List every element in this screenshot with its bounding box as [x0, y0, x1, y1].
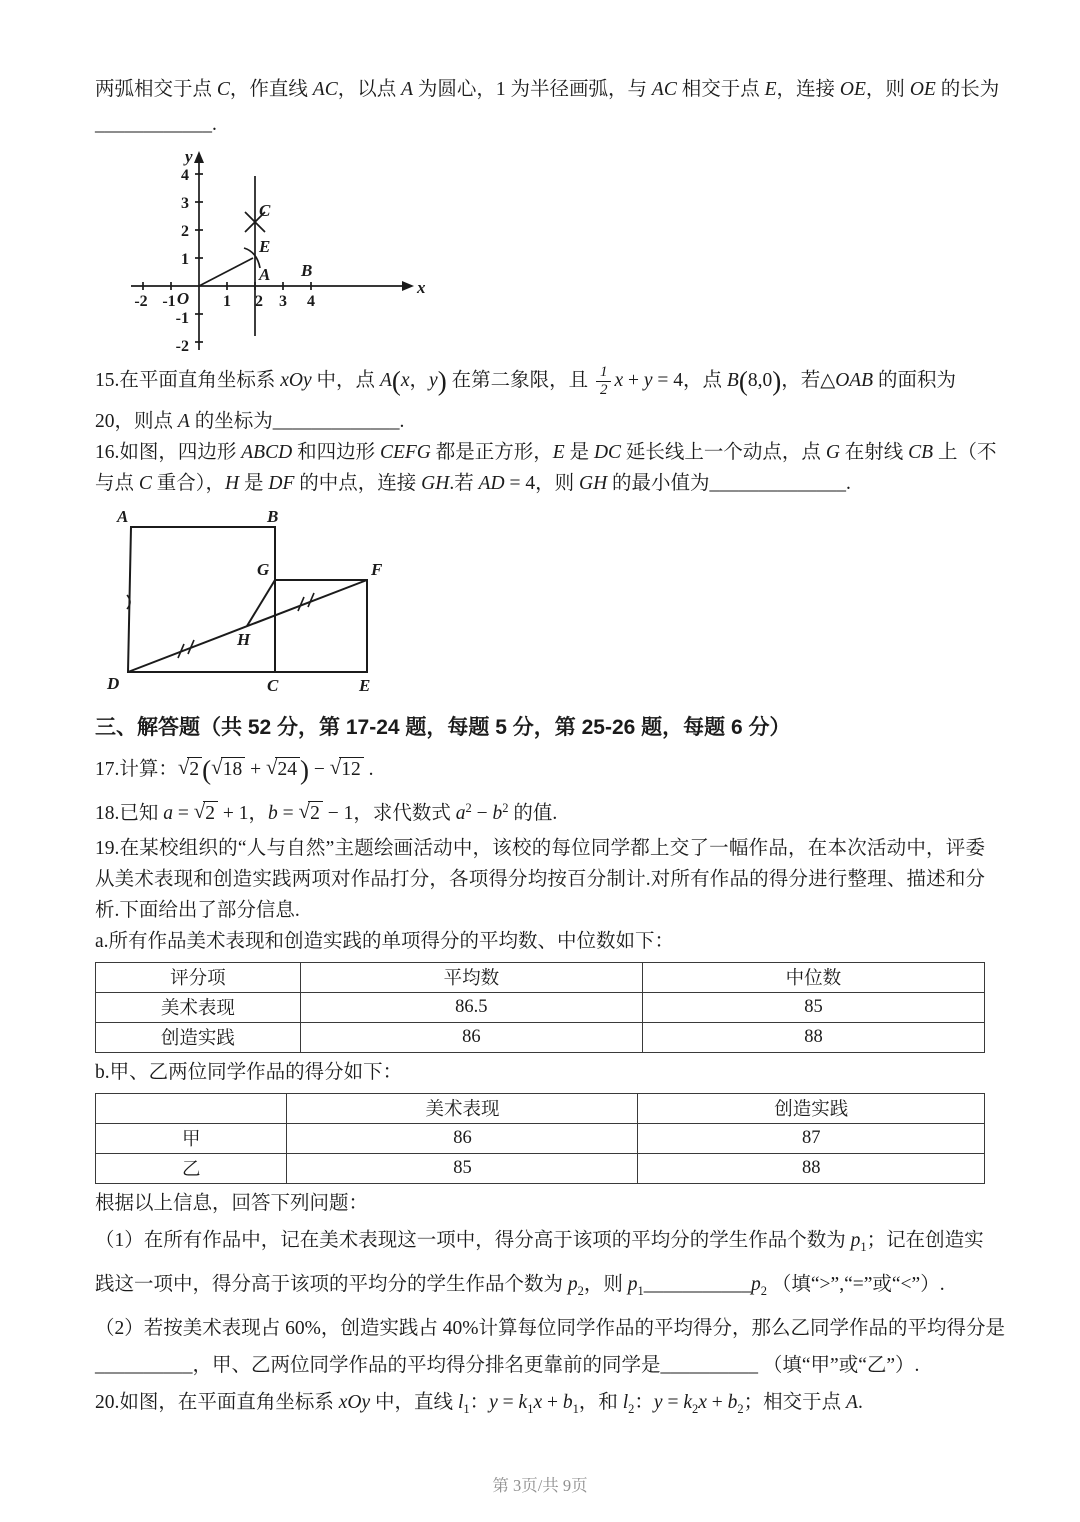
point-c-label: C — [259, 201, 271, 220]
table-header-cell: 平均数 — [300, 962, 642, 992]
svg-text:-1: -1 — [175, 310, 189, 327]
table-cell: 86 — [287, 1123, 638, 1153]
table-cell: 87 — [638, 1123, 985, 1153]
svg-text:3: 3 — [279, 293, 287, 310]
question-20: 20.如图，在平面直角坐标系 xOy 中，直线 $l_1$：$y = k_1x + b_1$，和 $l_2$：$y = k_2x + b_2$；相交于点 A. — [95, 1391, 863, 1416]
svg-text:2: 2 — [181, 223, 189, 240]
svg-text:1: 1 — [223, 293, 231, 310]
question-19-sub-1-line2: 践这一项中，得分高于该项的平均分的学生作品个数为 $p_2$，则 $p_1\_\_\_\_\_\_\_\_\_\_\_p_2$ （填“>”,“=”或“<”）. — [95, 1273, 945, 1298]
question-19-item-b: b.甲、乙两位同学作品的得分如下： — [95, 1061, 403, 1083]
y-axis-label: y — [185, 147, 193, 166]
table-student-scores — [95, 1093, 985, 1184]
square-cefg — [275, 580, 367, 672]
section-3-heading: 三、解答题（共 52 分，第 17-24 题，每题 5 分，第 25-26 题，每题 6 分） — [95, 715, 791, 739]
svg-text:4: 4 — [307, 293, 315, 310]
label-h: H — [237, 629, 251, 649]
question-19-intro: 19.在某校组织的“人与自然”主题绘画活动中，该校的每位同学都上交了一幅作品，在本次活动中，评委从美术表现和创造实践两项对作品打分，各项得分均按百分制计.对所有作品的得分进行整理、描述和分析.下面给出了部分信息. — [95, 837, 985, 921]
table-cell: 乙 — [96, 1153, 287, 1183]
table-cell: 85 — [642, 992, 984, 1022]
point-b-label: B — [301, 261, 313, 280]
table-cell: 88 — [638, 1153, 985, 1183]
question-15-line2: 20，则点 A 的坐标为_____________. — [95, 410, 405, 432]
question-14-continuation-line1: 两弧相交于点 C，作直线 AC，以点 A 为圆心，1 为半径画弧，与 AC 相交于点 E，连接 OE，则 OE 的长为 — [95, 79, 1000, 100]
table-header-cell: 创造实践 — [638, 1093, 985, 1123]
table-header-cell — [96, 1093, 287, 1123]
label-g: G — [257, 559, 270, 579]
question-19-sub-2-line2: __________，甲、乙两位同学作品的平均得分排名更靠前的同学是__________ （填“甲”或“乙”）. — [95, 1354, 920, 1376]
table-cell: 86 — [300, 1022, 642, 1052]
square-abcd — [128, 527, 275, 672]
origin-label: O — [176, 289, 190, 308]
table-cell: 美术表现 — [96, 992, 301, 1022]
label-a: A — [117, 506, 129, 526]
table-cell: 甲 — [96, 1123, 287, 1153]
question-17: 17.计算：√2 (√18 + √24 ) − √12 . — [95, 754, 374, 785]
label-c: C — [267, 675, 279, 695]
question-19-item-a: a.所有作品美术表现和创造实践的单项得分的平均数、中位数如下： — [95, 930, 675, 952]
table-cell: 85 — [287, 1153, 638, 1183]
table-header-cell: 美术表现 — [287, 1093, 638, 1123]
svg-text:1: 1 — [181, 251, 189, 268]
table-row — [96, 1022, 985, 1052]
question-16-line2: 与点 C 重合），H 是 DF 的中点，连接 GH.若 AD = 4，则 GH 的最小值为______________. — [95, 472, 851, 494]
table-row — [96, 962, 985, 992]
svg-text:4: 4 — [181, 167, 189, 184]
table-header-cell: 评分项 — [96, 962, 301, 992]
table-header-cell: 中位数 — [642, 962, 984, 992]
table-row — [96, 992, 985, 1022]
point-a-label: A — [259, 265, 271, 284]
table-row — [96, 1123, 985, 1153]
point-e-label: E — [259, 237, 271, 256]
svg-text:3: 3 — [181, 195, 189, 212]
svg-text:-1: -1 — [162, 293, 176, 310]
label-f: F — [371, 559, 383, 579]
y-arrow — [194, 151, 204, 163]
label-d: D — [107, 673, 120, 693]
table-row — [96, 1093, 985, 1123]
question-19-sub-1-line1: （1）在所有作品中，记在美术表现这一项中，得分高于该项的平均分的学生作品个数为 $p_1$；记在创造实 — [95, 1229, 984, 1254]
x-arrow — [402, 281, 414, 291]
page-footer: 第 3页/共 9页 — [492, 1476, 588, 1495]
label-e: E — [359, 675, 371, 695]
table-cell: 86.5 — [300, 992, 642, 1022]
svg-text:-2: -2 — [175, 338, 189, 355]
question-14-blank: ____________. — [95, 114, 217, 135]
table-row — [96, 1153, 985, 1183]
table-score-stats — [95, 962, 985, 1053]
question-19-followup: 根据以上信息，回答下列问题： — [95, 1192, 369, 1214]
question-18: 18.已知 a = √2 + 1，b = √2 − 1，求代数式 $a^2 - b^2$ 的值. — [95, 798, 558, 824]
label-b: B — [267, 506, 279, 526]
question-15-line1: 15.在平面直角坐标系 xOy 中，点 A(x，y) 在第二象限，且 $\frac{1}{2}$ x + y = 4，点 B(8,0)，若△OAB 的面积为 — [95, 364, 956, 399]
table-cell: 88 — [642, 1022, 984, 1052]
figure-squares — [101, 507, 401, 701]
svg-text:2: 2 — [255, 293, 263, 310]
question-16-line1: 16.如图，四边形 ABCD 和四边形 CEFG 都是正方形，E 是 DC 延长线上一个动点，点 G 在射线 CB 上（不 — [95, 441, 997, 463]
x-axis-label: x — [417, 278, 426, 297]
segment-oe — [199, 258, 253, 286]
segment-gh — [247, 580, 275, 626]
figure-coordinate-plane — [109, 146, 429, 358]
table-cell: 创造实践 — [96, 1022, 301, 1052]
svg-text:-2: -2 — [134, 293, 148, 310]
question-19-sub-2-line1: （2）若按美术表现占 60%，创造实践占 40%计算每位同学作品的平均得分，那么乙同学作品的平均得分是 — [95, 1317, 1005, 1339]
